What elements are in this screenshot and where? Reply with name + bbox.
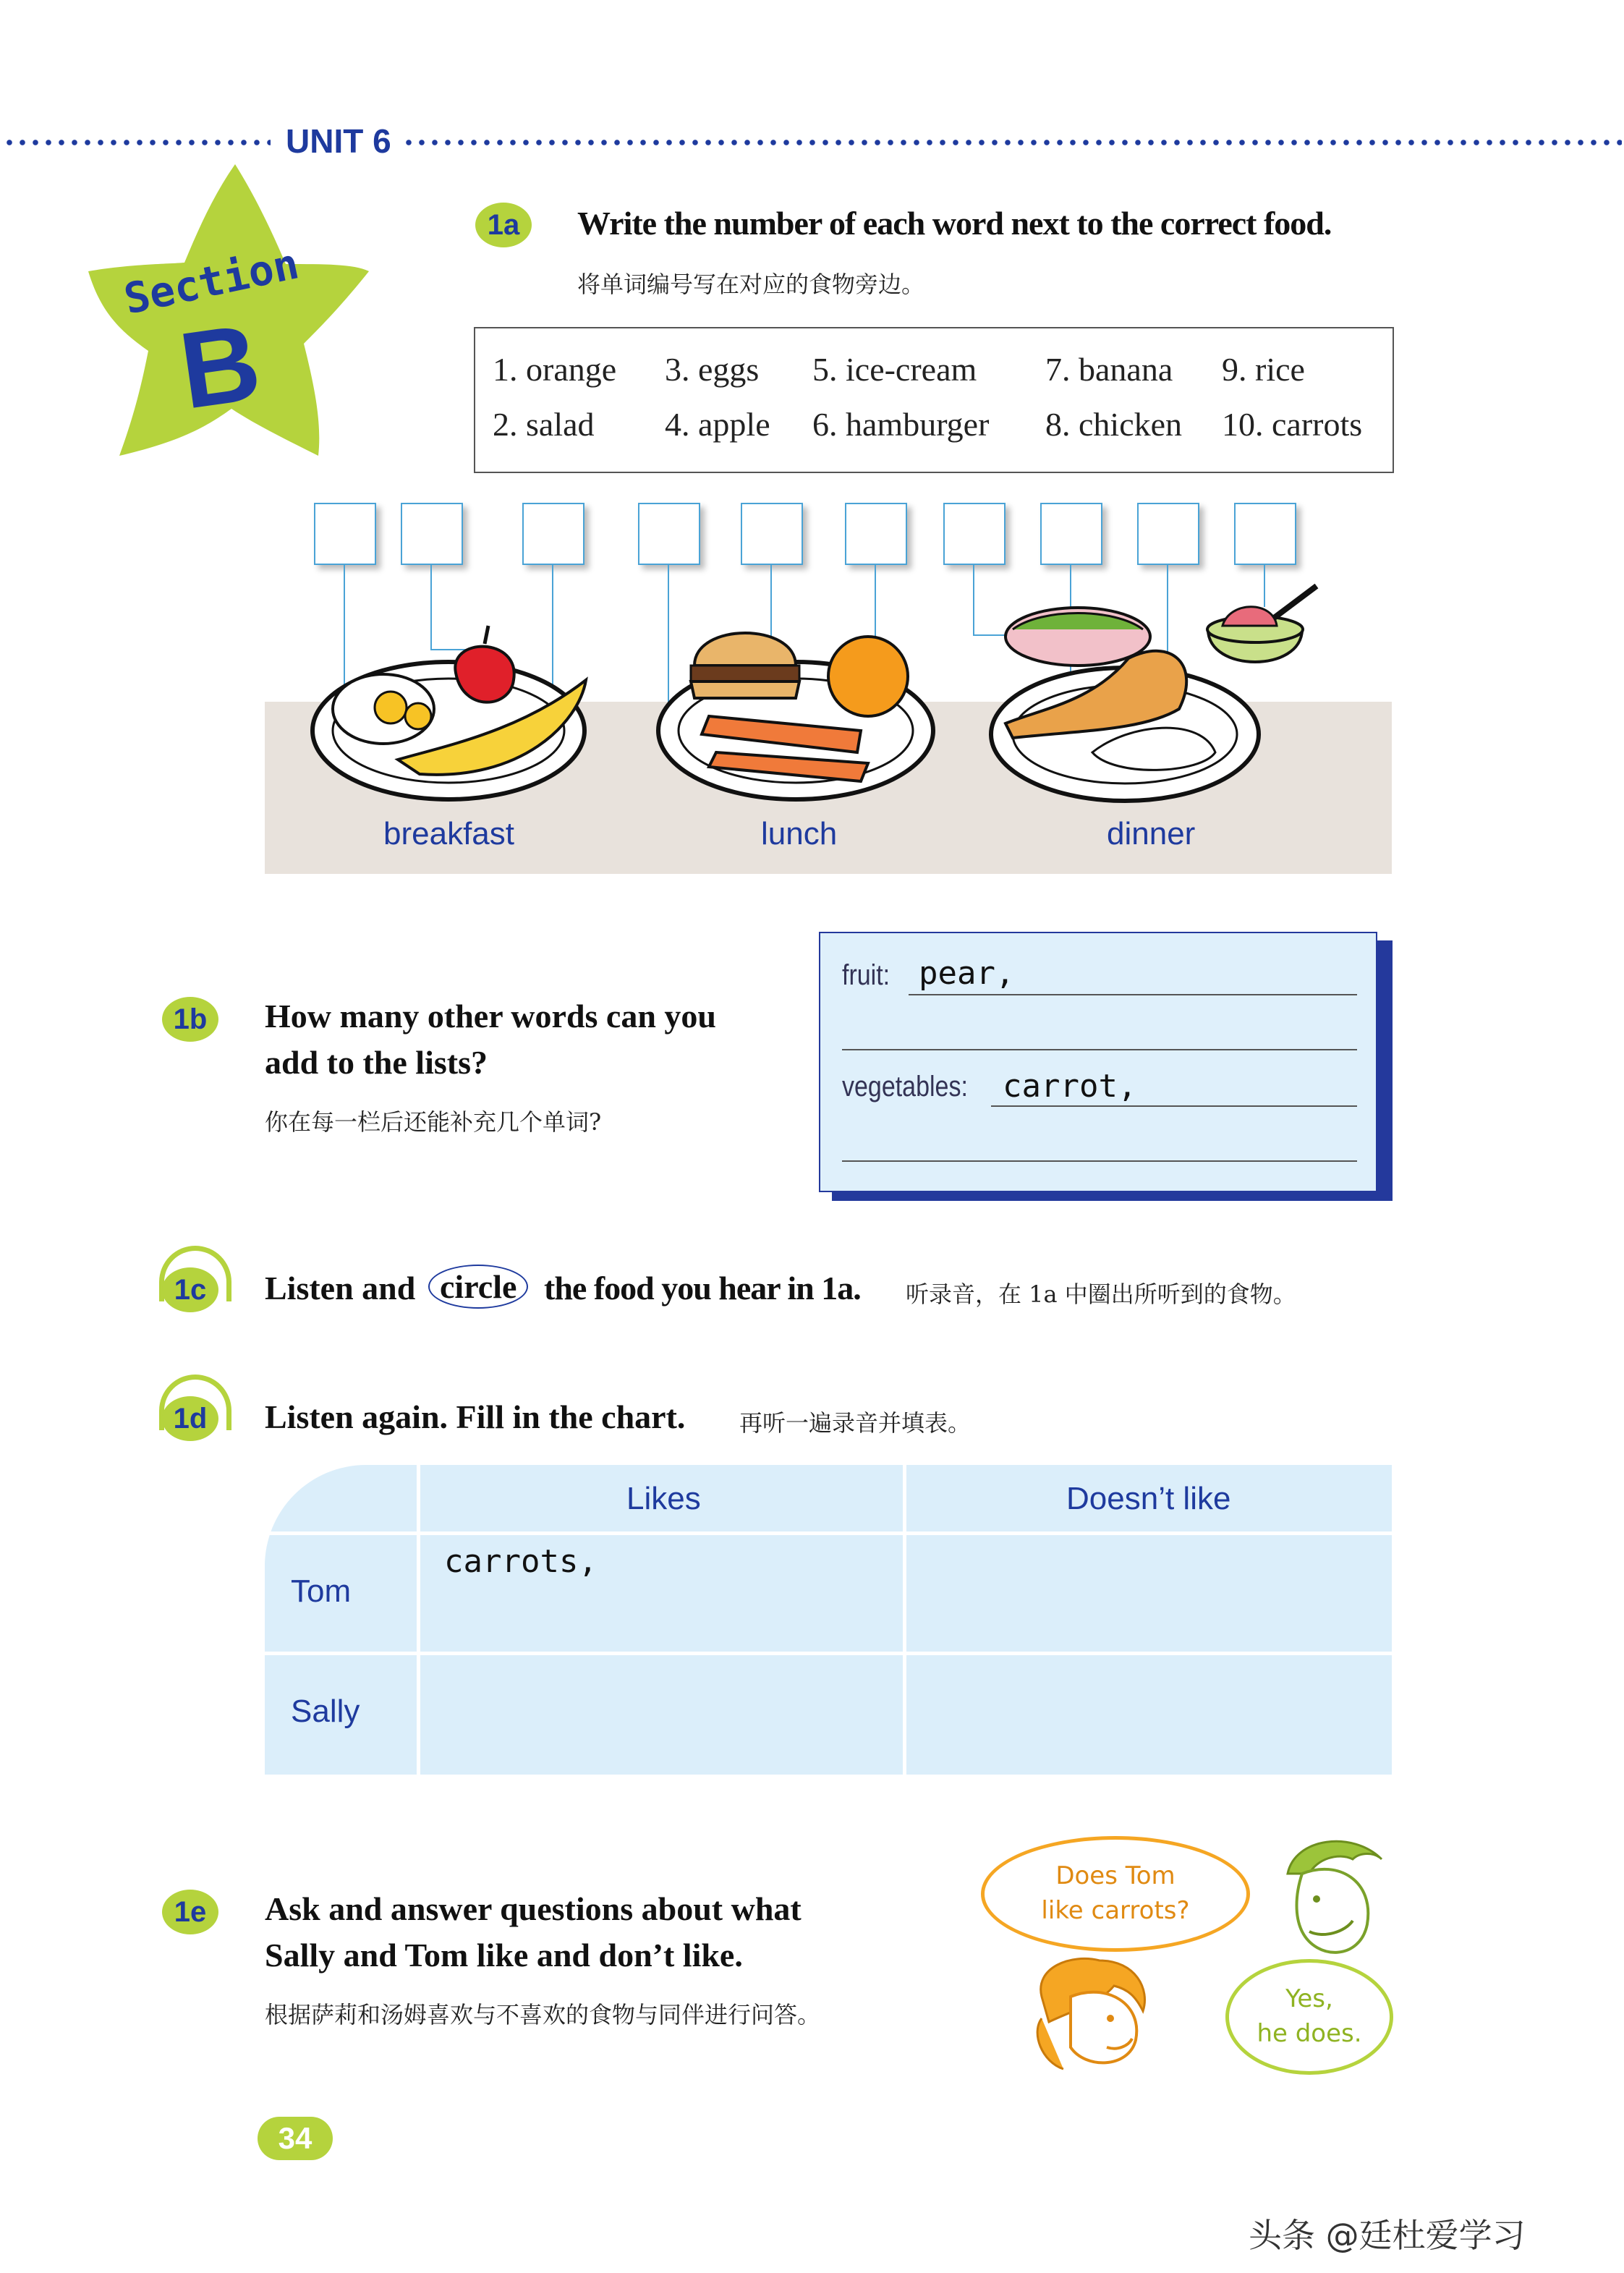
girl-illustration <box>1027 1953 1165 2083</box>
answer-box[interactable] <box>401 503 463 565</box>
chart-divider <box>265 1652 1392 1655</box>
word-item: 1. orange <box>493 351 617 388</box>
task-1c-cn: 听录音，在 1a 中圈出所听到的食物。 <box>906 1280 1296 1308</box>
answer-box[interactable] <box>1234 503 1296 565</box>
answer-box[interactable] <box>314 503 376 565</box>
lunch-plate-illustration <box>651 608 940 810</box>
word-list-card <box>819 932 1377 1192</box>
chart-divider <box>903 1465 906 1775</box>
leader-line <box>973 564 974 636</box>
section-letter: B <box>172 300 268 432</box>
task-1d-title: Listen again. Fill in the chart. <box>265 1398 686 1435</box>
question-bubble <box>981 1836 1250 1952</box>
word-item: 7. banana <box>1045 351 1173 388</box>
word-item: 10. carrots <box>1222 406 1363 443</box>
column-header-likes: Likes <box>626 1481 701 1516</box>
cell-tom-likes[interactable]: carrots, <box>444 1543 598 1580</box>
fruit-label: fruit: <box>842 959 890 991</box>
word-item: 5. ice-cream <box>812 351 977 388</box>
likes-chart <box>265 1465 1392 1775</box>
question-line2: like carrots? <box>1041 1896 1190 1925</box>
answer-box[interactable] <box>638 503 700 565</box>
badge-1a: 1a <box>475 203 532 247</box>
badge-1e: 1e <box>162 1890 218 1934</box>
answer-box[interactable] <box>943 503 1006 565</box>
word-list-box <box>474 327 1394 473</box>
answer-bubble <box>1225 1959 1393 2075</box>
word-item: 8. chicken <box>1045 406 1183 443</box>
answer-box[interactable] <box>1040 503 1102 565</box>
badge-1c: 1c <box>162 1267 218 1312</box>
task-1e-title-line1: Ask and answer questions about what <box>265 1890 802 1927</box>
task-1e-cn: 根据萨莉和汤姆喜欢与不喜欢的食物与同伴进行问答。 <box>265 2001 821 2028</box>
answer-line <box>842 1160 1357 1162</box>
question-line1: Does Tom <box>1055 1861 1176 1891</box>
answer-box[interactable] <box>845 503 907 565</box>
badge-1b: 1b <box>162 997 218 1042</box>
answer-box[interactable] <box>522 503 584 565</box>
word-item: 9. rice <box>1222 351 1305 388</box>
section-label: Section <box>119 239 303 324</box>
answer-box[interactable] <box>741 503 803 565</box>
row-label-sally: Sally <box>291 1694 360 1729</box>
breakfast-plate-illustration <box>304 622 593 810</box>
row-label-tom: Tom <box>291 1573 352 1609</box>
header-dots-left <box>3 140 271 145</box>
answer-line <box>909 994 1357 995</box>
unit-title: UNIT 6 <box>286 122 391 160</box>
task-1c-text-after: the food you hear in 1a. <box>544 1270 861 1307</box>
task-1d-cn: 再听一遍录音并填表。 <box>739 1409 972 1437</box>
badge-1d: 1d <box>162 1396 218 1441</box>
answer-line1: Yes, <box>1285 1984 1333 2014</box>
task-1e-title-line2: Sally and Tom like and don’t like. <box>265 1937 743 1974</box>
dinner-plate-illustration <box>984 579 1360 810</box>
boy-illustration <box>1266 1830 1396 1975</box>
task-1a-cn: 将单词编号写在对应的食物旁边。 <box>577 271 925 298</box>
fruit-value[interactable]: pear, <box>919 955 1015 992</box>
vegetables-value[interactable]: carrot, <box>1003 1068 1137 1105</box>
word-item: 3. eggs <box>665 351 760 388</box>
word-item: 4. apple <box>665 406 770 443</box>
chart-divider <box>417 1465 420 1775</box>
vegetables-label: vegetables: <box>842 1071 968 1102</box>
answer-line <box>991 1105 1357 1107</box>
task-1c-circle-word: circle <box>428 1265 528 1309</box>
task-1c-text-before: Listen and <box>265 1270 416 1307</box>
task-1b-cn: 你在每一栏后还能补充几个单词? <box>265 1108 602 1136</box>
task-1b-title-line2: add to the lists? <box>265 1044 488 1081</box>
answer-line <box>842 1049 1357 1050</box>
meal-label-lunch: lunch <box>761 816 838 851</box>
word-item: 6. hamburger <box>812 406 990 443</box>
header-dots-right <box>402 140 1622 145</box>
word-item: 2. salad <box>493 406 595 443</box>
meal-label-breakfast: breakfast <box>383 816 514 851</box>
column-header-doesnt-like: Doesn’t like <box>1066 1481 1231 1516</box>
task-1b-title-line1: How many other words can you <box>265 998 717 1034</box>
task-1a-title: Write the number of each word next to the correct food. <box>577 205 1332 242</box>
source-watermark: 头条 @廷杜爱学习 <box>1249 2216 1526 2255</box>
page-number: 34 <box>258 2117 333 2160</box>
answer-box[interactable] <box>1137 503 1199 565</box>
answer-line2: he does. <box>1257 2019 1362 2048</box>
meal-label-dinner: dinner <box>1107 816 1196 851</box>
chart-divider <box>265 1531 1392 1535</box>
